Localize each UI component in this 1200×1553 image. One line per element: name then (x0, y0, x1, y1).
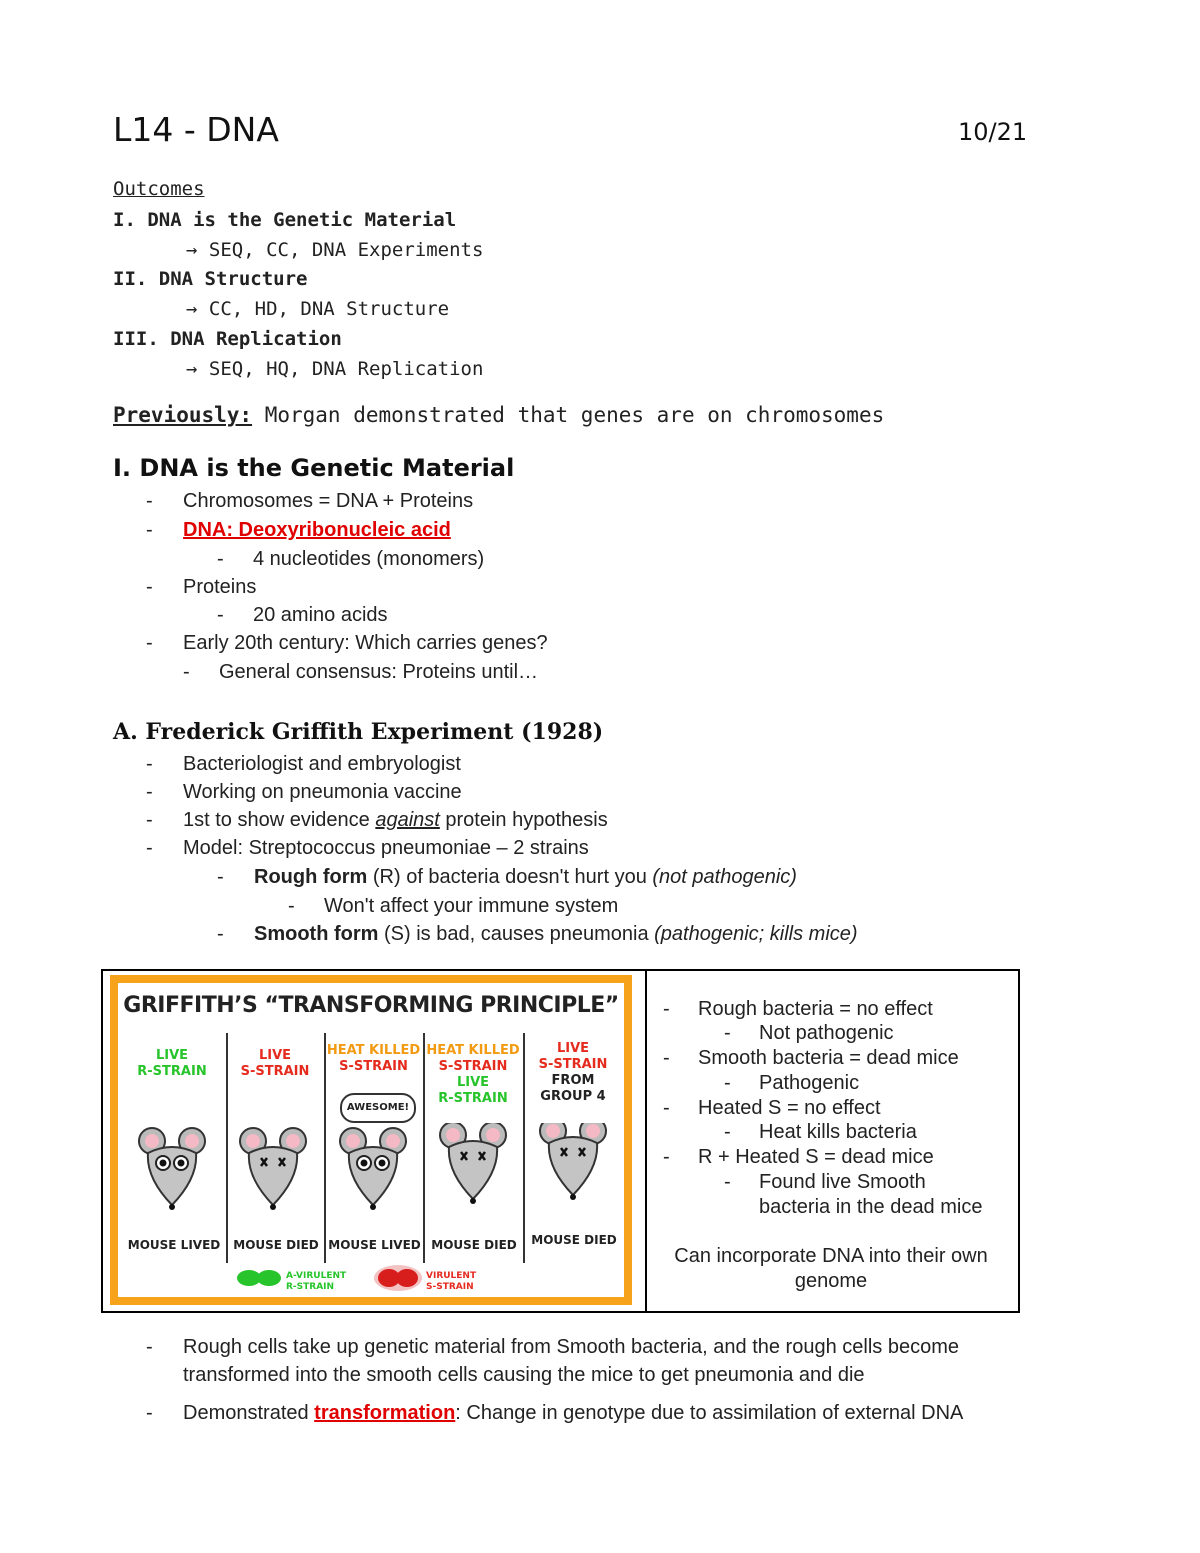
bullet-dash: - (663, 1097, 670, 1119)
note-1a: Not pathogenic (759, 1022, 894, 1044)
smooth-form-label: Smooth form (254, 923, 379, 945)
after-bullet-2-post: : Change in genotype due to assimilation of external DNA (455, 1402, 964, 1424)
bullet-dash: - (146, 1402, 153, 1424)
legend-green (286, 1271, 346, 1293)
bullet-dash: - (146, 490, 153, 512)
column-2-label (226, 1048, 324, 1080)
bullet-dash: - (146, 1336, 153, 1358)
col3-line2: S-STRAIN (339, 1059, 408, 1074)
col5-line3: FROM (551, 1073, 595, 1088)
sa-bullet-4a (254, 866, 797, 889)
column-2-result: MOUSE DIED (233, 1238, 319, 1252)
griffith-figure (110, 975, 632, 1305)
legend-green-line1: A-VIRULENT (286, 1271, 347, 1281)
column-4-result: MOUSE DIED (431, 1238, 517, 1252)
bullet-dash: - (288, 895, 295, 917)
outcomes-heading: Outcomes (113, 178, 205, 200)
bullet-dash: - (217, 548, 224, 570)
legend-red-line1: VIRULENT (426, 1271, 477, 1281)
bullet-dash: - (183, 661, 190, 683)
note-summary-line1: Can incorporate DNA into their own (674, 1245, 988, 1267)
sa-bullet-4: Model: Streptococcus pneumoniae – 2 strains (183, 837, 589, 859)
column-4-label (423, 1043, 523, 1107)
s1-bullet-2a: 4 nucleotides (monomers) (253, 548, 485, 570)
bullet-dash: - (724, 1022, 731, 1044)
bullet-dash: - (146, 632, 153, 654)
section-a-heading: A. Frederick Griffith Experiment (1928) (113, 719, 604, 745)
after-bullet-1-line1: Rough cells take up genetic material from Smooth bacteria, and the rough cells become (183, 1336, 959, 1358)
column-1-label (122, 1048, 222, 1080)
page-date: 10/21 (958, 118, 1028, 146)
note-2a: Pathogenic (759, 1072, 860, 1094)
col4-line4: R-STRAIN (438, 1091, 508, 1106)
s1-bullet-3: Proteins (183, 576, 257, 598)
mouse-icon (440, 1123, 506, 1204)
bullet-dash: - (663, 1146, 670, 1168)
mouse-icon (240, 1128, 306, 1210)
column-3-label (324, 1043, 423, 1075)
note-4a-line2: bacteria in the dead mice (759, 1196, 983, 1218)
bullet-dash: - (663, 998, 670, 1020)
green-bacteria-icon (235, 1267, 283, 1289)
note-summary-line2: genome (794, 1270, 868, 1292)
sa-bullet-3 (183, 809, 608, 832)
bullet-dash: - (146, 576, 153, 598)
note-2: Smooth bacteria = dead mice (698, 1047, 959, 1069)
previously-label: Previously: (113, 403, 253, 427)
after-bullet-2-pre: Demonstrated (183, 1402, 315, 1424)
s1-bullet-2: DNA: Deoxyribonucleic acid (183, 519, 451, 541)
bullet-dash: - (724, 1171, 731, 1193)
column-3-result: MOUSE LIVED (328, 1238, 421, 1252)
speech-bubble: AWESOME! (340, 1093, 416, 1123)
section-1-heading: I. DNA is the Genetic Material (113, 454, 515, 482)
col2-line2: S-STRAIN (240, 1064, 310, 1079)
col1-line2: R-STRAIN (137, 1064, 207, 1079)
bullet-dash: - (146, 753, 153, 775)
previously-line (113, 403, 884, 427)
bullet-dash: - (724, 1072, 731, 1094)
bullet-dash: - (724, 1121, 731, 1143)
bullet-dash: - (217, 604, 224, 626)
col5-line4: GROUP 4 (540, 1089, 606, 1104)
sa-bullet-4b (254, 923, 858, 946)
col1-line1: LIVE (155, 1048, 189, 1063)
s1-bullet-1: Chromosomes = DNA + Proteins (183, 490, 474, 512)
outcome-2: II. DNA Structure (113, 268, 308, 290)
col4-line3: LIVE (456, 1075, 490, 1090)
outcome-3: III. DNA Replication (113, 328, 342, 350)
sa-bullet-2: Working on pneumonia vaccine (183, 781, 462, 803)
outcome-1: I. DNA is the Genetic Material (113, 209, 457, 231)
bullet-dash: - (146, 519, 153, 541)
note-4a-line1: Found live Smooth (759, 1171, 926, 1193)
after-bullet-1-line2: transformed into the smooth cells causing the mice to get pneumonia and die (183, 1364, 865, 1386)
note-3a: Heat kills bacteria (759, 1121, 917, 1143)
rough-form-note: (not pathogenic) (652, 866, 797, 888)
s1-bullet-3a: 20 amino acids (253, 604, 388, 626)
bullet-dash: - (217, 866, 224, 888)
column-5-label (523, 1041, 623, 1105)
previously-text: Morgan demonstrated that genes are on chromosomes (252, 403, 885, 427)
sa-bullet-3-pre: 1st to show evidence (183, 809, 376, 831)
bullet-dash: - (217, 923, 224, 945)
col5-line2: S-STRAIN (538, 1057, 608, 1072)
col2-line1: LIVE (258, 1048, 292, 1063)
smooth-form-note: (pathogenic; kills mice) (654, 923, 858, 945)
rough-form-text: (R) of bacteria doesn't hurt you (367, 866, 653, 888)
red-bacteria-icon (373, 1264, 423, 1292)
col4-line1: HEAT KILLED (426, 1043, 520, 1058)
column-5-result: MOUSE DIED (531, 1233, 617, 1247)
outcome-1-sub: → SEQ, CC, DNA Experiments (186, 239, 484, 261)
sa-bullet-1: Bacteriologist and embryologist (183, 753, 461, 775)
legend-green-line2: R-STRAIN (286, 1282, 335, 1292)
legend-red (426, 1271, 476, 1293)
figure-title: GRIFFITH’S “TRANSFORMING PRINCIPLE” (123, 993, 619, 1018)
mouse-icon (540, 1123, 606, 1200)
note-3: Heated S = no effect (698, 1097, 881, 1119)
s1-bullet-4a: General consensus: Proteins until… (219, 661, 539, 683)
bullet-dash: - (146, 809, 153, 831)
bullet-dash: - (146, 837, 153, 859)
bullet-dash: - (663, 1047, 670, 1069)
figure-inner (118, 983, 624, 1297)
mouse-icon (139, 1128, 205, 1210)
mouse-icon (340, 1128, 406, 1210)
page-title: L14 - DNA (113, 110, 279, 149)
column-1-result: MOUSE LIVED (127, 1238, 221, 1252)
s1-bullet-4: Early 20th century: Which carries genes? (183, 632, 548, 654)
transformation-term: transformation (314, 1402, 456, 1424)
sa-bullet-3-emphasis: against (375, 809, 440, 831)
outcome-3-sub: → SEQ, HQ, DNA Replication (186, 358, 484, 380)
sa-bullet-4a1: Won't affect your immune system (324, 895, 619, 917)
bullet-dash: - (146, 781, 153, 803)
after-bullet-2 (183, 1402, 963, 1425)
note-1: Rough bacteria = no effect (698, 998, 933, 1020)
rough-form-label: Rough form (254, 866, 368, 888)
legend-red-line2: S-STRAIN (426, 1282, 474, 1292)
col4-line2: S-STRAIN (438, 1059, 508, 1074)
outcome-2-sub: → CC, HD, DNA Structure (186, 298, 450, 320)
note-4: R + Heated S = dead mice (698, 1146, 934, 1168)
smooth-form-text: (S) is bad, causes pneumonia (378, 923, 655, 945)
sa-bullet-3-post: protein hypothesis (439, 809, 608, 831)
mice-illustration (118, 1123, 624, 1223)
col3-line1: HEAT KILLED (326, 1043, 421, 1058)
col5-line1: LIVE (556, 1041, 590, 1056)
